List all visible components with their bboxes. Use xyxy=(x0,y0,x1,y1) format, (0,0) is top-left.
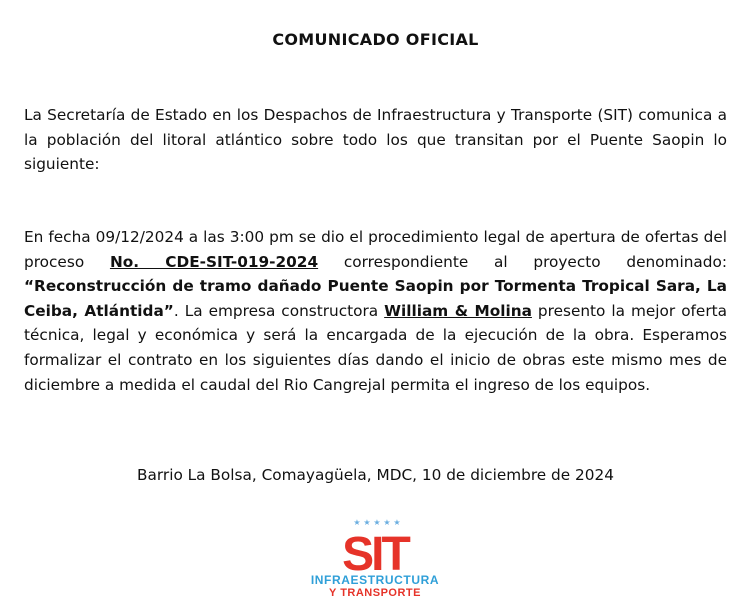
svg-text:★: ★ xyxy=(393,518,401,527)
body-text-1: En fecha 09/12/2024 a las 3:00 pm se dio el procedimiento legal de apertura de ofertas del proceso xyxy=(24,228,727,271)
dateline: Barrio La Bolsa, Comayagüela, MDC, 10 de diciembre de 2024 xyxy=(137,466,614,484)
sit-logo xyxy=(300,516,450,608)
svg-text:★: ★ xyxy=(353,518,361,527)
svg-text:★: ★ xyxy=(363,518,371,527)
body-paragraph xyxy=(24,225,727,397)
logo-line2: Y TRANSPORTE xyxy=(329,587,421,599)
logo-acronym: SIT xyxy=(342,528,408,578)
logo-stars xyxy=(353,518,400,527)
svg-text:★: ★ xyxy=(383,518,391,527)
logo-line1: INFRAESTRUCTURA xyxy=(310,573,440,587)
body-text-4: presento la mejor oferta técnica, legal y económica y será la encargada de la ejecución de la obra. Esperamos formalizar el contrato en los siguientes días dando el inicio de obras este mismo mes de diciembre a medida el caudal del Rio Cangrejal permita el ingreso de los equipos. xyxy=(24,301,728,394)
company-name: William & Molina xyxy=(384,301,532,320)
body-text-3: . La empresa constructora xyxy=(173,301,385,320)
body-text-2: correspondiente al proyecto denominado: xyxy=(318,252,727,271)
intro-paragraph: La Secretaría de Estado en los Despachos de Infraestructura y Transporte (SIT) comunica a la población del litoral atlántico sobre todo los que transitan por el Puente Saopin lo siguiente: xyxy=(24,106,727,174)
document-title: COMUNICADO OFICIAL xyxy=(272,30,479,49)
svg-text:★: ★ xyxy=(373,518,381,527)
project-name: “Reconstrucción de tramo dañado Puente Saopin por Tormenta Tropical Sara, La Ceiba, Atlántida” xyxy=(24,277,727,320)
process-number: No. CDE-SIT-019-2024 xyxy=(109,252,319,271)
sit-logo-icon xyxy=(300,516,450,578)
